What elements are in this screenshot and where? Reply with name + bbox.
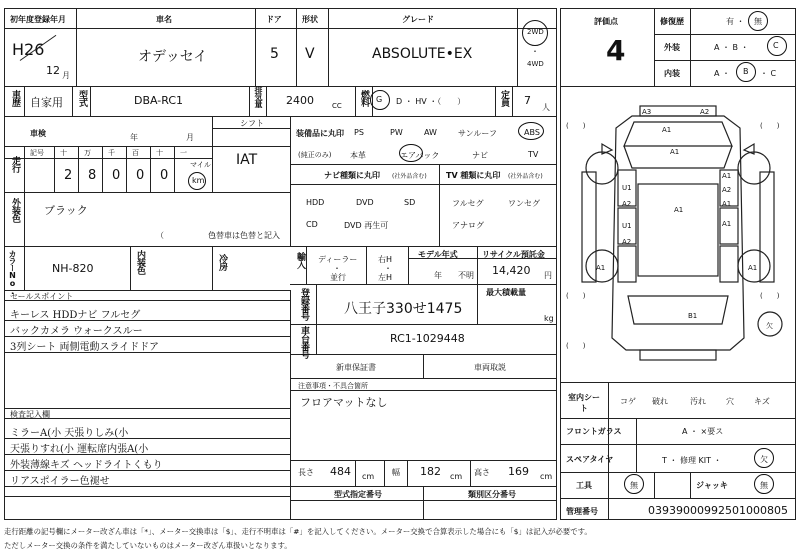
abs-circle	[518, 122, 544, 140]
car-damage-diagram	[562, 88, 794, 380]
height-value: 169	[508, 465, 529, 478]
nav-item: DVD 再生可	[344, 221, 389, 230]
diagram-mark: A1	[722, 200, 732, 208]
unit-mile: マイル	[190, 161, 211, 169]
equipment-item: エアバック	[400, 151, 440, 160]
interior-sheet-item: コゲ	[620, 397, 636, 406]
diagram-mark: A2	[722, 186, 732, 194]
interior-a: A ・	[714, 69, 731, 78]
equipment-item: 本革	[350, 151, 366, 160]
reg-era: H26	[12, 40, 45, 59]
inspector-label: 検査記入欄	[10, 410, 50, 419]
shift-value: IAT	[236, 152, 258, 168]
equipment-item: PS	[354, 128, 364, 137]
diagram-mark: U1	[622, 184, 632, 192]
tv-item: アナログ	[452, 221, 484, 230]
jack-selected: 無	[760, 481, 768, 490]
color-note: 色替車は色替と記入	[208, 231, 280, 240]
diagram-bracket: ( )	[566, 342, 586, 350]
nav-label: ナビ種類に丸印	[324, 171, 380, 180]
import-right: 右H	[378, 255, 393, 264]
width-label: 幅	[392, 468, 400, 477]
mileage-label: 走行	[10, 156, 20, 172]
diagram-bracket: ( )	[760, 292, 780, 300]
tools-selected: 無	[630, 481, 638, 490]
equipment-item: AW	[424, 128, 437, 137]
grade-value: ABSOLUTE•EX	[372, 46, 473, 62]
colorno-label: カラーNo.	[8, 250, 17, 295]
notes-text: フロアマットなし	[300, 396, 388, 409]
door-label: ドア	[266, 15, 282, 24]
diagram-bracket: ( )	[566, 122, 586, 130]
selling-point-line: 3列シート 両側電動スライドドア	[10, 342, 159, 353]
equipment-item: ABS	[524, 128, 540, 137]
type-value: DBA-RC1	[134, 94, 184, 107]
repair-label: 修復歴	[660, 17, 684, 26]
equipment-item: TV	[528, 150, 539, 159]
import-dot2: ・	[384, 264, 392, 273]
reg-number-label: 登録番号	[299, 288, 309, 320]
chassis-value: RC1-1029448	[390, 332, 465, 345]
manual-label: 車両取説	[474, 363, 506, 372]
selling-point-line: キーレス HDDナビ フルセグ	[10, 310, 141, 321]
diagram-mark: A2	[700, 108, 710, 116]
exterior-label: 外装	[664, 43, 680, 52]
interior-selected: B	[743, 67, 749, 76]
category-number-label: 類別区分番号	[468, 490, 516, 499]
diagram-mark: A2	[622, 238, 632, 246]
inspector-line: ミラーA(小 天張りしみ(小	[10, 428, 129, 439]
import-dealer: ディーラー	[318, 255, 358, 264]
interior-sheet-item: 汚れ	[690, 397, 706, 406]
displacement-unit: CC	[332, 102, 342, 110]
color-label: 外装色	[10, 198, 20, 222]
type-designation-label: 型式指定番号	[334, 490, 382, 499]
airbag-circle	[399, 144, 423, 162]
import-left: 左H	[378, 273, 393, 282]
mileage-digit: 0	[160, 168, 169, 183]
inspector-line: 天張りすれ(小 運転席内張A(小	[10, 444, 149, 455]
equipment-label: 装備品に丸印	[296, 129, 344, 138]
reg-month: 12	[46, 64, 60, 77]
grade-label: グレード	[402, 15, 434, 24]
diagram-mark: A1	[670, 148, 680, 156]
windshield-label: フロントガラス	[566, 427, 622, 436]
import-parallel: 並行	[330, 273, 346, 282]
height-unit: cm	[540, 472, 553, 481]
interior-sheet-label: 室内シート	[568, 393, 600, 413]
repair-options: 有 ・	[726, 17, 745, 26]
recycle-label: リサイクル預託金	[482, 250, 545, 259]
score-label: 評価点	[594, 17, 618, 26]
width-unit: cm	[450, 472, 463, 481]
exterior-selected: C	[773, 41, 779, 50]
equipment-sublabel: (純正のみ)	[298, 151, 332, 159]
model-year-label: モデル年式	[418, 250, 458, 259]
colorno-value: NH-820	[52, 262, 94, 275]
unit-km: km	[192, 176, 205, 185]
height-label: 高さ	[474, 468, 490, 477]
interior-color-label: 内装色	[135, 250, 145, 274]
import-label: 輸入	[295, 252, 305, 268]
car-name: オデッセイ	[138, 49, 208, 65]
mileage-digit: 2	[64, 168, 73, 183]
length-value: 484	[330, 465, 351, 478]
mileage-col-header: 万	[84, 149, 91, 157]
mileage-col-header: 記号	[30, 149, 44, 157]
interior-sheet-item: 穴	[726, 397, 734, 406]
equipment-item: サンルーフ	[458, 129, 497, 138]
warranty-label: 新車保証書	[336, 363, 376, 372]
import-dot: ・	[333, 264, 341, 273]
width-value: 182	[420, 465, 441, 478]
notes-label: 注意事項・不具合箇所	[298, 382, 368, 390]
diagram-mark: A1	[674, 206, 684, 214]
body-shape: V	[305, 46, 315, 62]
exterior-options: A ・ B ・	[714, 43, 749, 52]
mileage-col-header: 百	[132, 149, 139, 157]
diagram-mark: A3	[642, 108, 652, 116]
displacement-label: 排気量	[254, 86, 263, 107]
nav-item: HDD	[306, 198, 325, 207]
diagram-bracket: ( )	[566, 292, 586, 300]
displacement-value: 2400	[286, 94, 314, 107]
fuel-options: D ・ HV ・（ ）	[396, 97, 466, 106]
spare-label: スペアタイヤ	[566, 455, 614, 464]
diagram-bracket: ( )	[760, 122, 780, 130]
fuel-label: 燃料	[359, 90, 369, 106]
tv-item: ワンセグ	[508, 199, 540, 208]
model-year-unknown: 不明	[458, 271, 474, 280]
diagram-mark: A1	[662, 126, 672, 134]
reg-month-unit: 月	[62, 71, 70, 80]
drive-2wd: 2WD	[527, 28, 544, 36]
door-count: 5	[270, 46, 279, 62]
footer-line1: 走行距離の記号欄にメーター改ざん車は「*」、メーター交換車は「$」、走行不明車は「#」を記入してください。メーター交換で合算表示した場合にも「$」は記入が必要です。	[4, 527, 592, 536]
shift-label: シフト	[240, 119, 264, 128]
tools-label: 工具	[576, 481, 592, 490]
shape-label: 形状	[302, 15, 318, 24]
length-label: 長さ	[298, 468, 314, 477]
selling-point-line: バックカメラ ウォークスルー	[10, 326, 143, 337]
diagram-mark: A1	[722, 172, 732, 180]
color-note-paren: （ ）	[156, 231, 220, 240]
max-load-unit: kg	[544, 314, 554, 323]
spare-value: T ・ 修理 KIT ・	[662, 456, 722, 465]
use-value: 自家用	[30, 96, 63, 109]
diagram-mark: A1	[596, 264, 606, 272]
diagram-mark: U1	[622, 222, 632, 230]
diagram-missing: 欠	[766, 322, 773, 330]
mileage-col-header: 十	[60, 149, 67, 157]
mgmt-value: 03939000992501000805	[648, 504, 788, 517]
color-value: ブラック	[44, 204, 88, 217]
inspector-line: 外装薄線キズ ヘッドライトくもり	[10, 460, 163, 471]
equipment-item: ナビ	[472, 151, 488, 160]
tv-label: TV 種類に丸印	[446, 171, 501, 180]
inspection-label: 車検	[30, 129, 46, 138]
capacity-value: 7	[524, 94, 531, 107]
inspection-month: 月	[186, 133, 194, 142]
equipment-item: PW	[390, 128, 403, 137]
mileage-col-header: 十	[156, 149, 163, 157]
mgmt-label: 管理番号	[566, 507, 598, 516]
chassis-label: 車台番号	[299, 326, 309, 358]
interior-sheet-item: キズ	[754, 397, 770, 406]
diagram-mark: A1	[722, 220, 732, 228]
tv-sub: (社外品含む)	[508, 173, 543, 180]
max-load-label: 最大積載量	[486, 288, 526, 297]
tv-item: フルセグ	[452, 199, 484, 208]
footer-line2: ただしメーター交換の条件を満たしていないものはメーター改ざん車扱いとなります。	[4, 541, 292, 550]
selling-points-label: セールスポイント	[10, 292, 74, 301]
length-unit: cm	[362, 472, 375, 481]
score-value: 4	[606, 34, 626, 67]
recycle-unit: 円	[544, 271, 552, 280]
recycle-value: 14,420	[492, 264, 531, 277]
fuel-selected: G	[376, 95, 383, 104]
drive-dot: ・	[531, 47, 539, 56]
mileage-digit: 0	[112, 168, 121, 183]
diagram-mark: A2	[622, 200, 632, 208]
mileage-col-header: 千	[108, 149, 115, 157]
nav-item: CD	[306, 220, 318, 229]
drive-4wd: 4WD	[527, 60, 544, 68]
mileage-digit: 0	[136, 168, 145, 183]
nav-sub: (社外品含む)	[392, 173, 427, 180]
mileage-digit: 8	[88, 168, 97, 183]
use-label: 車歴	[10, 90, 20, 106]
jack-label: ジャッキ	[696, 481, 728, 490]
mileage-col-header: 一	[180, 149, 187, 157]
windshield-value: A ・ ×要ス	[682, 427, 724, 436]
nav-item: DVD	[356, 198, 374, 207]
type-label: 型式	[77, 90, 87, 106]
spare-selected: 欠	[760, 455, 768, 464]
inspection-year: 年	[130, 133, 138, 142]
reg-number-value: 八王子330せ1475	[344, 301, 463, 317]
cold-label: 冷房	[217, 254, 227, 270]
first-reg-label: 初年度登録年月	[10, 15, 66, 24]
capacity-unit: 人	[542, 103, 550, 112]
interior-label: 内装	[664, 69, 680, 78]
diagram-mark: A1	[748, 264, 758, 272]
model-year-unit: 年	[434, 271, 442, 280]
inspector-line: リアスポイラー色褪せ	[10, 476, 110, 487]
interior-c: ・ C	[760, 69, 777, 78]
capacity-label: 定員	[499, 90, 509, 106]
diagram-mark: B1	[688, 312, 698, 320]
model-name-label: 車名	[156, 15, 172, 24]
interior-sheet-item: 破れ	[652, 397, 668, 406]
repair-selected: 無	[754, 17, 762, 26]
nav-item: SD	[404, 198, 416, 207]
